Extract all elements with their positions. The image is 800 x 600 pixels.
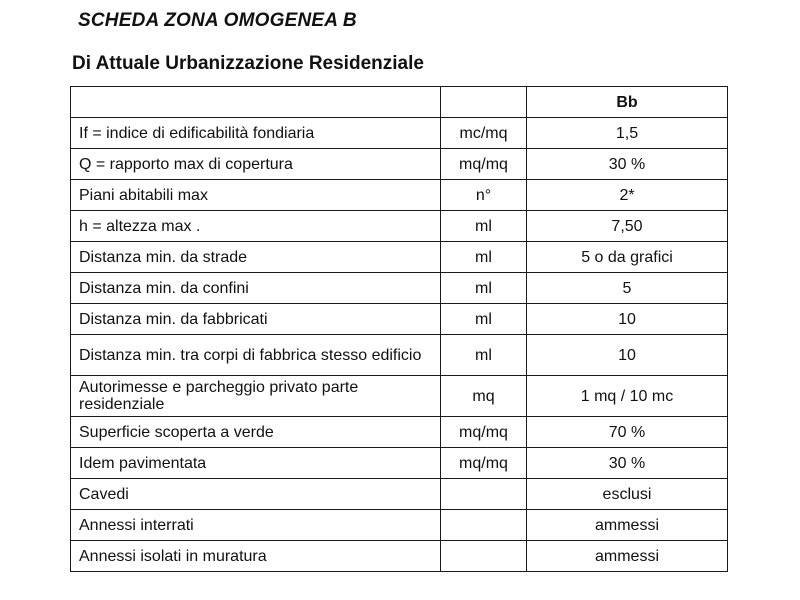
value-cell: 10	[527, 304, 728, 335]
unit-cell: mq/mq	[441, 417, 527, 448]
value-cell: 5 o da grafici	[527, 242, 728, 273]
unit-cell: mc/mq	[441, 118, 527, 149]
parameter-cell: Autorimesse e parcheggio privato parte residenziale	[71, 376, 441, 417]
table-row	[71, 448, 728, 479]
parameter-cell: Distanza min. da confini	[71, 273, 441, 304]
parameter-cell: h = altezza max .	[71, 211, 441, 242]
unit-cell	[441, 510, 527, 541]
unit-cell: mq	[441, 376, 527, 417]
value-cell: 1 mq / 10 mc	[527, 376, 728, 417]
value-cell: 1,5	[527, 118, 728, 149]
value-cell: 30 %	[527, 149, 728, 180]
parameter-cell: Annessi interrati	[71, 510, 441, 541]
unit-cell: mq/mq	[441, 448, 527, 479]
unit-cell: ml	[441, 304, 527, 335]
zone-parameters-table	[70, 86, 728, 572]
unit-cell: ml	[441, 211, 527, 242]
parameter-cell: Annessi isolati in muratura	[71, 541, 441, 572]
value-cell: 7,50	[527, 211, 728, 242]
table-row	[71, 510, 728, 541]
document-title: SCHEDA ZONA OMOGENEA B	[78, 10, 357, 31]
table-row	[71, 479, 728, 510]
value-cell: 10	[527, 335, 728, 376]
unit-cell: ml	[441, 335, 527, 376]
table-row	[71, 118, 728, 149]
table-row	[71, 242, 728, 273]
table-row	[71, 273, 728, 304]
parameter-cell: Superficie scoperta a verde	[71, 417, 441, 448]
table-header-row	[71, 87, 728, 118]
parameter-cell: Distanza min. da fabbricati	[71, 304, 441, 335]
table-row	[71, 180, 728, 211]
header-cell-parameter	[71, 87, 441, 118]
header-cell-unit	[441, 87, 527, 118]
unit-cell: mq/mq	[441, 149, 527, 180]
unit-cell: n°	[441, 180, 527, 211]
value-cell: 5	[527, 273, 728, 304]
table-row	[71, 211, 728, 242]
parameter-cell: If = indice di edificabilità fondiaria	[71, 118, 441, 149]
parameter-cell: Distanza min. tra corpi di fabbrica stesso edificio	[71, 335, 441, 376]
parameter-cell: Q = rapporto max di copertura	[71, 149, 441, 180]
value-cell: 30 %	[527, 448, 728, 479]
parameter-cell: Piani abitabili max	[71, 180, 441, 211]
table-row	[71, 335, 728, 376]
value-cell: ammessi	[527, 541, 728, 572]
document-subtitle: Di Attuale Urbanizzazione Residenziale	[72, 53, 424, 74]
unit-cell	[441, 541, 527, 572]
value-cell: 70 %	[527, 417, 728, 448]
value-cell: esclusi	[527, 479, 728, 510]
table-row	[71, 417, 728, 448]
value-cell: 2*	[527, 180, 728, 211]
parameter-cell: Cavedi	[71, 479, 441, 510]
table-row	[71, 376, 728, 417]
unit-cell: ml	[441, 242, 527, 273]
parameter-cell: Idem pavimentata	[71, 448, 441, 479]
unit-cell	[441, 479, 527, 510]
table-row	[71, 149, 728, 180]
parameter-cell: Distanza min. da strade	[71, 242, 441, 273]
value-cell: ammessi	[527, 510, 728, 541]
header-cell-zone: Bb	[527, 87, 728, 118]
table-row	[71, 304, 728, 335]
table-row	[71, 541, 728, 572]
unit-cell: ml	[441, 273, 527, 304]
